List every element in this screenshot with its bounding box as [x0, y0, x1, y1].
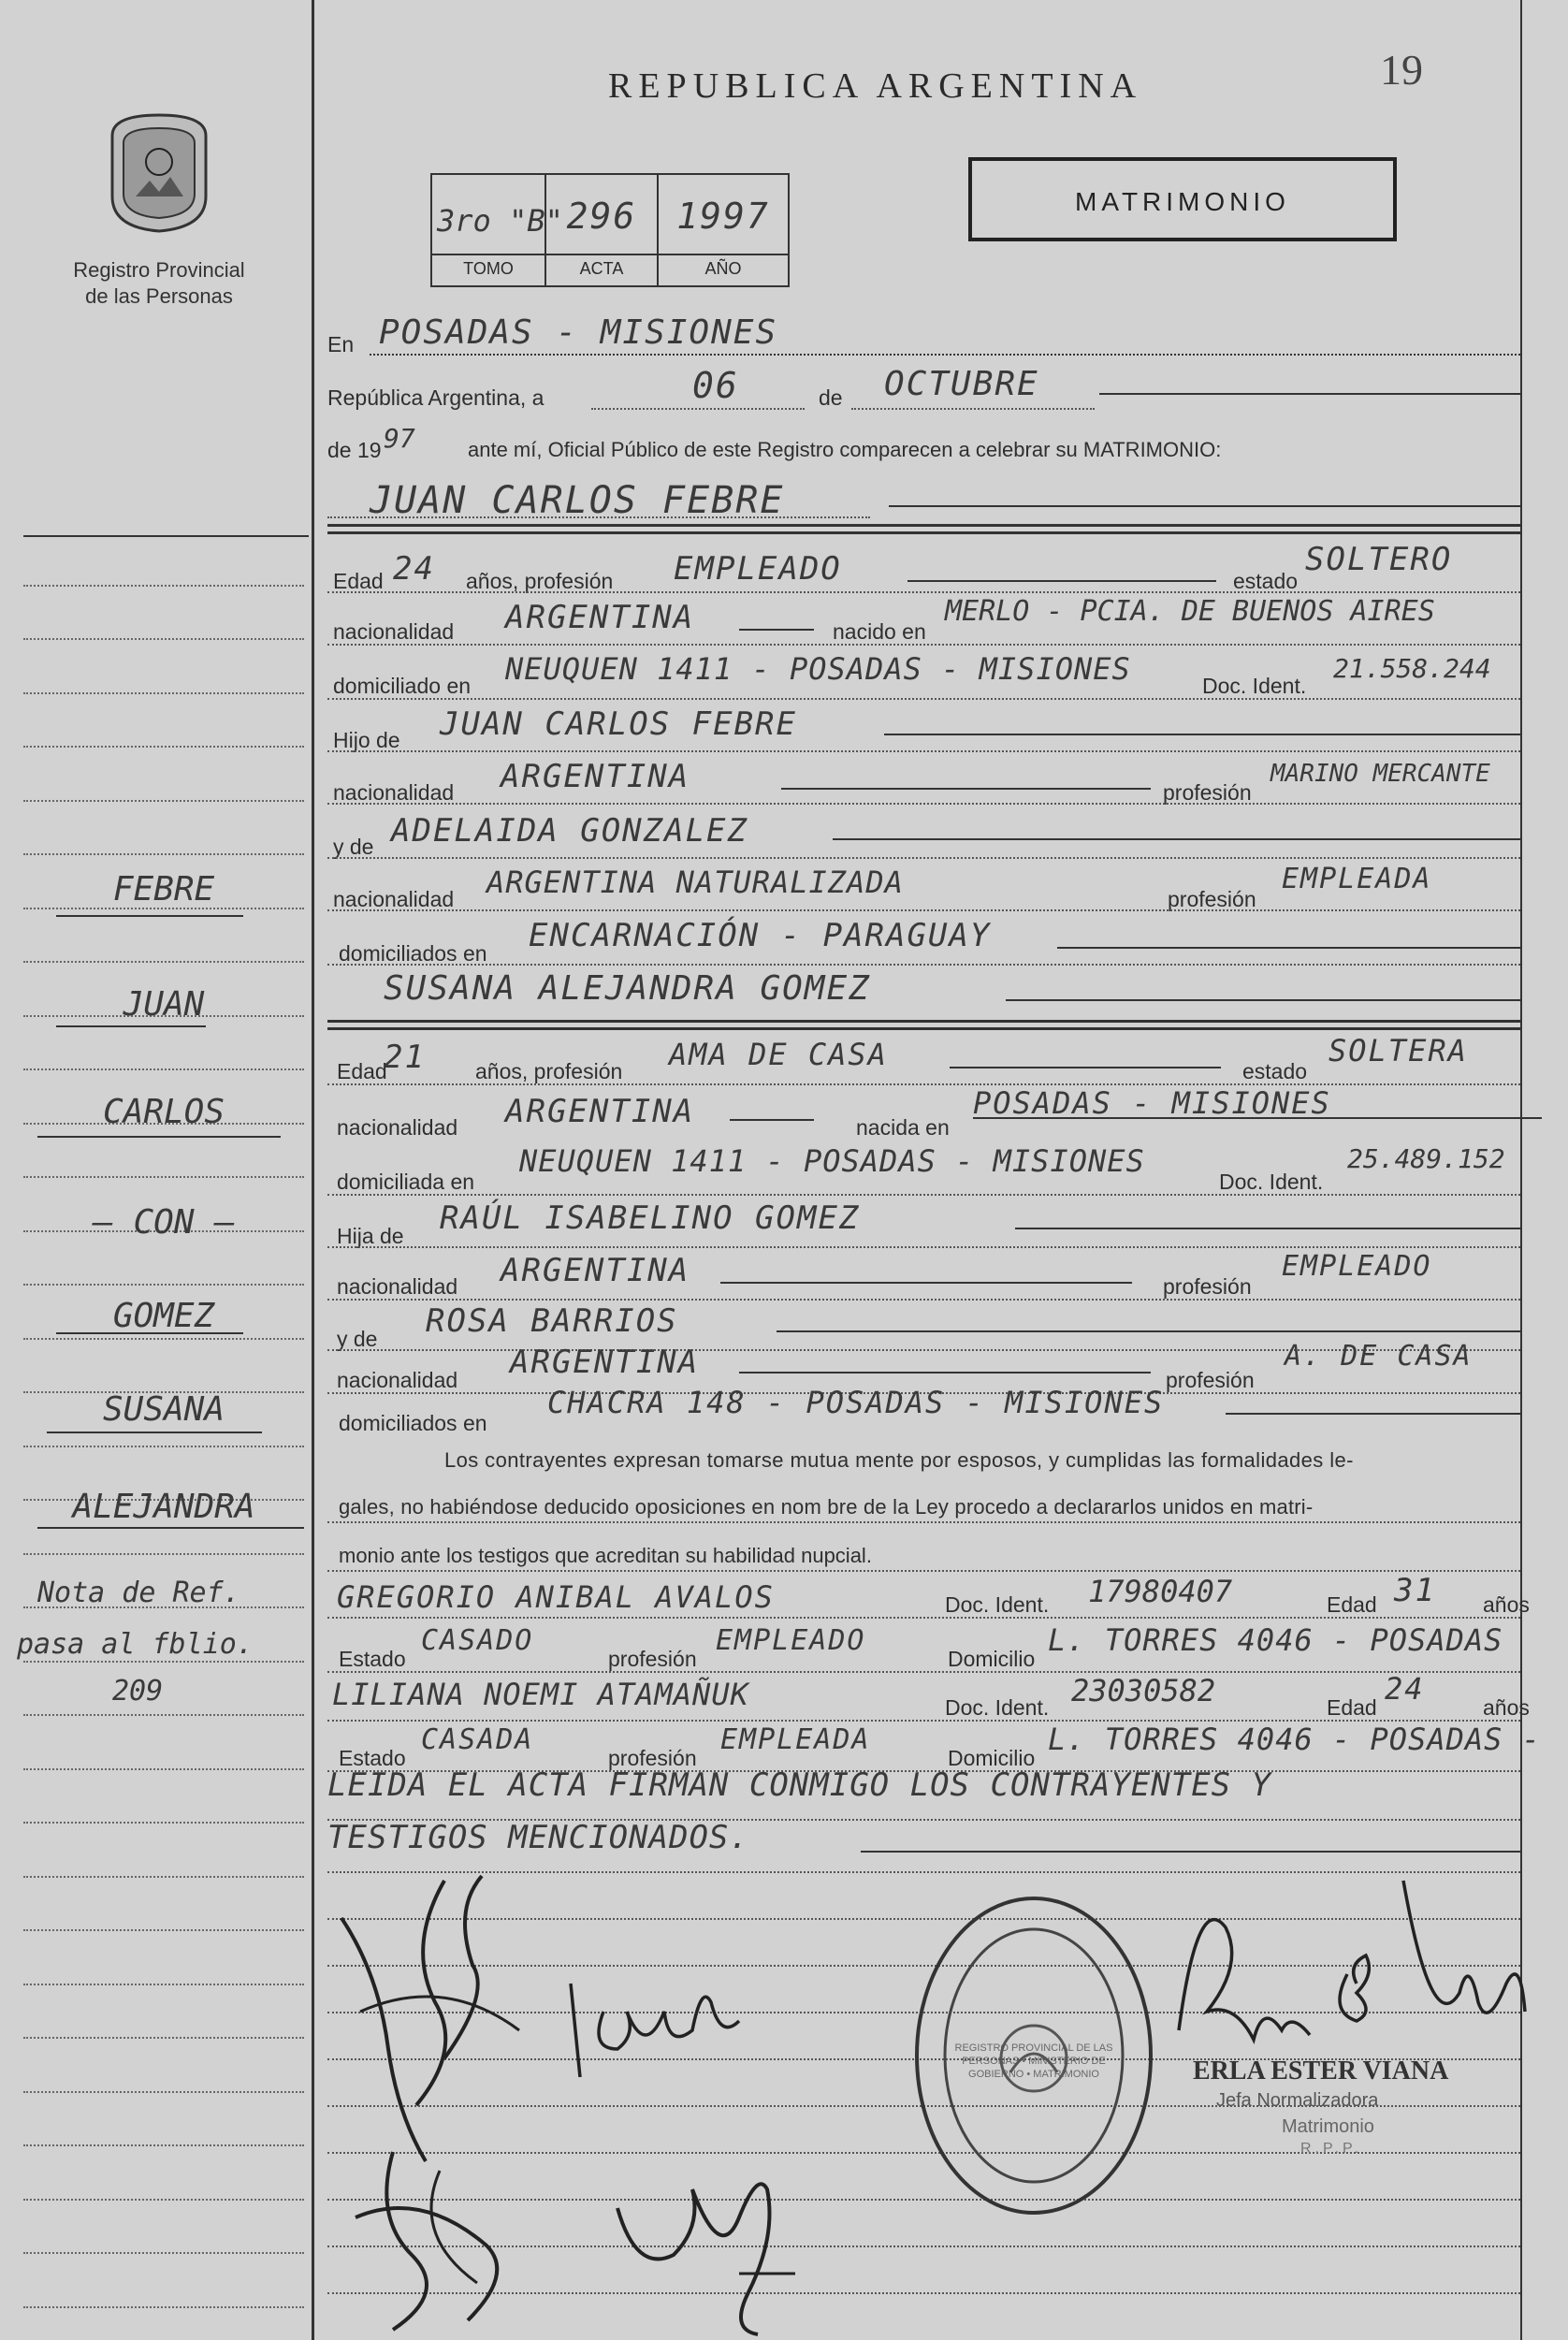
signature-contrayente-2 [561, 1946, 748, 2086]
groom-estado: SOLTERO [1305, 541, 1453, 578]
declaration-line-1: Los contrayentes expresan tomarse mutua mente por esposos, y cumplidas las formalidades le- [444, 1448, 1354, 1472]
officer-title-2: Matrimonio [1282, 2116, 1374, 2137]
bride-nacionalidad-label: nacionalidad [337, 1115, 458, 1140]
witness-1-doc: 17980407 [1088, 1574, 1233, 1609]
groom-doc-label: Doc. Ident. [1202, 674, 1307, 698]
margin-note-1: Nota de Ref. [37, 1577, 240, 1609]
bride-y-de-label: y de [337, 1327, 378, 1351]
groom-father-name: JUAN CARLOS FEBRE [440, 705, 797, 743]
groom-mother-profesion-label: profesión [1168, 887, 1256, 911]
witness-2-profession: EMPLEADA [720, 1723, 871, 1756]
groom-edad-label: Edad [333, 569, 384, 593]
witness-1-profesion-label: profesión [608, 1647, 697, 1671]
record-box [430, 173, 790, 287]
signature-testigo-2 [599, 2152, 823, 2339]
officer-name: ERLA ESTER VIANA [1193, 2057, 1449, 2086]
bride-edad-label: Edad [337, 1059, 387, 1083]
groom-hijo-label: Hijo de [333, 728, 400, 752]
groom-nacido-label: nacido en [833, 619, 926, 644]
page-number: 19 [1380, 46, 1423, 94]
witness-2-estado: CASADA [421, 1723, 534, 1756]
groom-doc: 21.558.244 [1333, 653, 1491, 684]
groom-father-profession: MARINO MERCANTE [1270, 760, 1490, 788]
margin-name-3: CARLOS [102, 1093, 225, 1131]
witness-2-anos-label: años [1483, 1695, 1530, 1720]
groom-birthplace: MERLO - PCIA. DE BUENOS AIRES [945, 595, 1435, 628]
margin-name-1: FEBRE [112, 870, 215, 908]
acta-label: ACTA [579, 259, 624, 278]
margin-name-4: — CON — [93, 1203, 235, 1242]
margin-note-3: 209 [112, 1675, 164, 1708]
groom-domiciliado-label: domiciliado en [333, 674, 472, 698]
groom-profession: EMPLEADO [674, 550, 842, 588]
officer-title-1: Jefa Normalizadora [1216, 2090, 1379, 2111]
bride-profession: AMA DE CASA [669, 1037, 888, 1072]
registry-line-1: Registro Provincial [73, 258, 245, 282]
witness-1-anos-label: años [1483, 1592, 1530, 1617]
witness-1-doc-label: Doc. Ident. [945, 1592, 1050, 1617]
witness-1-estado-label: Estado [339, 1647, 406, 1671]
margin-rule [312, 0, 314, 2340]
bride-estado: SOLTERA [1328, 1033, 1468, 1068]
groom-nacionalidad-label: nacionalidad [333, 619, 455, 644]
signature-testigo-1 [337, 2133, 552, 2339]
bride-father-name: RAÚL ISABELINO GOMEZ [440, 1199, 861, 1237]
groom-mother-nationality: ARGENTINA NATURALIZADA [486, 865, 904, 900]
groom-name: JUAN CARLOS FEBRE [370, 479, 785, 522]
intro-statement: ante mí, Oficial Público de este Registro comparecen a celebrar su MATRIMONIO: [468, 438, 1222, 461]
bride-nationality: ARGENTINA [505, 1093, 695, 1130]
year-prefix: de 19 [327, 438, 382, 462]
bride-hija-label: Hija de [337, 1224, 404, 1248]
groom-mother-name: ADELAIDA GONZALEZ [391, 812, 748, 850]
groom-father-nationality: ARGENTINA [501, 758, 690, 795]
document-type-box [968, 157, 1397, 241]
ano-value: 1997 [676, 196, 770, 237]
registry-name [37, 257, 281, 310]
witness-2-name: LILIANA NOEMI ATAMAÑUK [332, 1677, 749, 1712]
officer-title-3: R.P.P. [1300, 2141, 1363, 2157]
bride-nacida-label: nacida en [856, 1115, 950, 1140]
witness-2-estado-label: Estado [339, 1746, 406, 1770]
groom-father-profesion-label: profesión [1163, 780, 1252, 805]
registry-logo [103, 108, 215, 234]
bride-father-profesion-label: profesión [1163, 1274, 1252, 1299]
groom-domiciliados-label: domiciliados en [339, 941, 487, 966]
witness-1-profession: EMPLEADO [716, 1624, 866, 1657]
groom-estado-label: estado [1233, 569, 1299, 593]
groom-mother-profession: EMPLEADA [1282, 863, 1432, 895]
month: OCTUBRE [884, 365, 1039, 403]
year-suffix: 97 [384, 423, 415, 454]
bride-birthplace: POSADAS - MISIONES [973, 1085, 1331, 1121]
witness-2-profesion-label: profesión [608, 1746, 697, 1770]
registry-line-2: de las Personas [85, 284, 233, 308]
bride-mother-nacionalidad-label: nacionalidad [337, 1368, 458, 1392]
witness-1-domicilio: L. TORRES 4046 - POSADAS [1048, 1622, 1503, 1658]
en-label: En [327, 332, 355, 356]
country-title: REPUBLICA ARGENTINA [608, 66, 1143, 106]
ano-label: AÑO [704, 259, 742, 278]
groom-nationality: ARGENTINA [505, 599, 695, 636]
declaration-line-3: monio ante los testigos que acreditan su habilidad nupcial. [339, 1544, 872, 1567]
groom-y-de-label: y de [333, 835, 374, 859]
witness-1-estado: CASADO [421, 1624, 534, 1657]
witness-2-age: 24 [1385, 1671, 1425, 1707]
witness-1-age: 31 [1394, 1572, 1436, 1609]
closing-line-1: LEIDA EL ACTA FIRMAN CONMIGO LOS CONTRAYENTES Y [327, 1766, 1272, 1804]
bride-doc-label: Doc. Ident. [1219, 1170, 1324, 1194]
bride-age: 21 [384, 1039, 426, 1076]
groom-mother-nacionalidad-label: nacionalidad [333, 887, 455, 911]
witness-1-name: GREGORIO ANIBAL AVALOS [337, 1579, 775, 1615]
witness-1-edad-label: Edad [1327, 1592, 1377, 1617]
witness-2-edad-label: Edad [1327, 1695, 1377, 1720]
bride-mother-profesion-label: profesión [1166, 1368, 1255, 1392]
witness-1-domicilio-label: Domicilio [948, 1647, 1036, 1671]
declaration-line-2: gales, no habiéndose deducido oposiciones en nom bre de la Ley procedo a declararlos unidos en matri- [339, 1495, 1314, 1519]
place: POSADAS - MISIONES [379, 313, 778, 352]
officer-signature [1160, 1871, 1534, 2077]
groom-address: NEUQUEN 1411 - POSADAS - MISIONES [505, 651, 1131, 687]
margin-name-6: SUSANA [102, 1390, 225, 1429]
witness-2-domicilio-label: Domicilio [948, 1746, 1036, 1770]
margin-name-7: ALEJANDRA [72, 1488, 255, 1526]
bride-estado-label: estado [1242, 1059, 1308, 1083]
de-label: de [819, 385, 843, 410]
groom-age: 24 [393, 550, 435, 588]
signature-contrayente-1 [323, 1862, 566, 2171]
margin-name-2: JUAN [123, 985, 205, 1024]
bride-mother-profession: A. DE CASA [1285, 1340, 1473, 1373]
tomo-label: TOMO [463, 259, 514, 278]
groom-father-nacionalidad-label: nacionalidad [333, 780, 455, 805]
margin-name-5: GOMEZ [112, 1297, 215, 1335]
seal-text: REGISTRO PROVINCIAL DE LAS PERSONAS • MINISTERIO DE GOBIERNO • MATRIMONIO [954, 2042, 1113, 2080]
document-type: MATRIMONIO [1075, 187, 1290, 216]
day: 06 [692, 365, 739, 406]
bride-domiciliada-label: domiciliada en [337, 1170, 475, 1194]
bride-anos-profesion: años, profesión [475, 1059, 623, 1083]
acta-value: 296 [566, 196, 637, 237]
witness-2-domicilio: L. TORRES 4046 - POSADAS - [1048, 1722, 1541, 1757]
bride-doc: 25.489.152 [1347, 1143, 1505, 1174]
witness-2-doc-label: Doc. Ident. [945, 1695, 1050, 1720]
bride-mother-nationality: ARGENTINA [510, 1344, 700, 1381]
bride-domiciliados-label: domiciliados en [339, 1411, 487, 1435]
closing-line-2: TESTIGOS MENCIONADOS. [327, 1819, 749, 1856]
groom-parents-address: ENCARNACIÓN - PARAGUAY [529, 917, 992, 954]
republica-label: República Argentina, a [327, 385, 544, 410]
bride-father-nacionalidad-label: nacionalidad [337, 1274, 458, 1299]
bride-father-nationality: ARGENTINA [501, 1252, 690, 1289]
bride-name: SUSANA ALEJANDRA GOMEZ [384, 969, 871, 1008]
groom-anos-profesion: años, profesión [466, 569, 614, 593]
tomo-value: 3ro "B" [437, 203, 563, 239]
bride-father-profession: EMPLEADO [1282, 1250, 1432, 1283]
bride-mother-name: ROSA BARRIOS [426, 1302, 678, 1340]
margin-note-2: pasa al fblio. [17, 1628, 254, 1661]
witness-2-doc: 23030582 [1071, 1673, 1216, 1708]
bride-parents-address: CHACRA 148 - POSADAS - MISIONES [547, 1385, 1165, 1420]
bride-address: NEUQUEN 1411 - POSADAS - MISIONES [519, 1143, 1145, 1179]
